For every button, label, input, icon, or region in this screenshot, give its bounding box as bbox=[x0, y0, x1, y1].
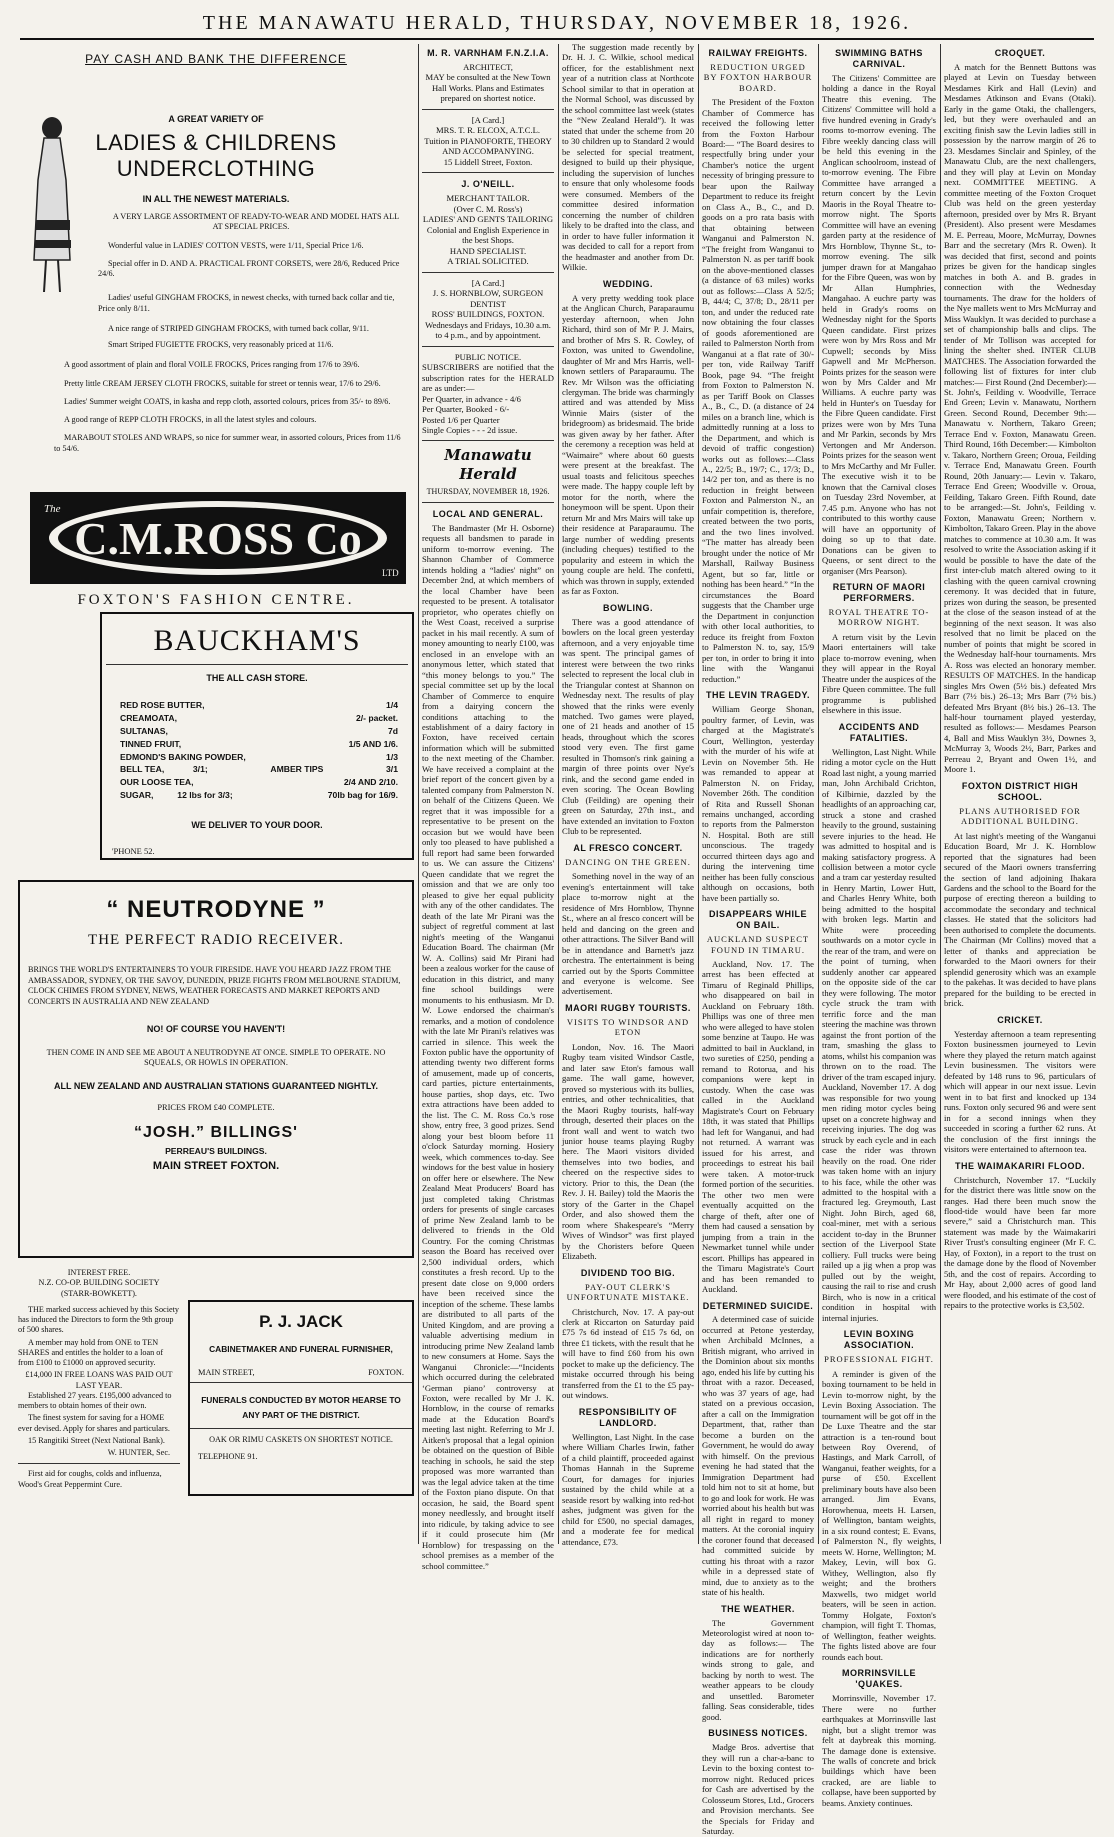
section-heading: FOXTON DISTRICT HIGH SCHOOL. bbox=[961, 780, 1079, 802]
ad-line: A good assortment of plain and floral VOILE FROCKS, Prices ranging from 17/6 to 39/6. bbox=[64, 360, 360, 370]
cm-ross-logo-graphic bbox=[30, 492, 406, 584]
society-text: A member may hold from ONE to TEN SHARES and entitles the holder to a loan of from £100 to £1000 on approved security. bbox=[18, 1337, 164, 1367]
society-text: 15 Rangitiki Street (Next National Bank). bbox=[28, 1435, 165, 1445]
ad-line: Smart Striped FUGIETTE FROCKS, very reasonably priced at 11/6. bbox=[108, 340, 334, 349]
section-subheading: VISITS TO WINDSOR AND ETON bbox=[566, 1016, 690, 1038]
fashion-centre: FOXTON'S FASHION CENTRE. bbox=[77, 592, 355, 608]
section-subheading: ROYAL THEATRE TO-MORROW NIGHT. bbox=[828, 607, 930, 628]
lady-figure-illustration bbox=[22, 110, 84, 300]
section-heading: MORRINSVILLE 'QUAKES. bbox=[841, 1668, 916, 1690]
price-item: TINNED FRUIT, bbox=[120, 738, 182, 749]
price-item: BELL TEA, 3/1; bbox=[120, 764, 208, 775]
ad-line: Wonderful value in LADIES' COTTON VESTS, were 1/11, Special Price 1/6. bbox=[108, 240, 364, 250]
price-row bbox=[120, 763, 398, 776]
divider bbox=[422, 346, 554, 347]
price-row bbox=[120, 776, 398, 789]
article-body: A very pretty wedding took place at the Anglican Church, Paraparaumu yesterday afternoon, when John Richard, third son of Mr P. J. Mairs, and brother of Mrs S. R. Cowley, of Foxton, was united to Gwendoline, daughter of Mr and Mrs Harris, well-known settlers of Paraparaumu. The Rev. Mr Wilson was the officiating clergyman. The bride was charmingly attired and was attended by Miss Winnie Mairs (sister of the bridegroom) as bridesmaid. The bride was given away by her father. After the ceremony a reception was held at “Waimaire” where about 60 guests were present at the breakfast. The usual toasts and felicitous speeches were made. The happy couple left by motor for the north, where the honeymoon will be spent. Upon their return Mr and Mrs Mairs will take up their residence at Paraparaumu. The large number of wedding presents (including cheques) testified to the popularity and esteem in which the young couple are held. The confetti, which was thrown in supply, extended as far as Foxton. bbox=[562, 292, 694, 597]
jack-phone: TELEPHONE 91. bbox=[198, 1452, 258, 1462]
article-body: Christchurch, November 17. “Luckily for the district there was little snow on the ranges. Had there been much snow the flood-tide would have been far more severe,” said a Christchurch man. This statement was made by the Waimakariri River Trust's consulting engineer (Mr F. C. Hay, of Foxton), in a report to the trust on the damage done by the flood of November 5th, and the cost of repairs. According to Mr Hay, about 2,000 acres of good land were flooded, and his estimate of the cost of repairs to the protective works is £3,502. bbox=[944, 1174, 1097, 1311]
price-item: RED ROSE BUTTER, bbox=[120, 700, 205, 710]
card-heading: PUBLIC NOTICE. bbox=[454, 351, 522, 362]
section-heading: THE WEATHER. bbox=[721, 1603, 795, 1614]
neutrodyne-subtitle: THE PERFECT RADIO RECEIVER. bbox=[88, 932, 344, 948]
price-mid: AMBER TIPS bbox=[270, 764, 324, 775]
bauckham-name: BAUCKHAM'S bbox=[153, 624, 361, 657]
column-4 bbox=[562, 42, 694, 1547]
card-heading: [A Card.] bbox=[471, 277, 505, 288]
card-text: MRS. T. R. ELCOX, A.T.C.L. Tuition in PIANOFORTE, THEORY AND ACCOMPANYING. 15 Liddell Street, Foxton. bbox=[424, 125, 552, 167]
section-heading: CRICKET. bbox=[997, 1014, 1043, 1025]
neutrodyne-body: BRINGS THE WORLD'S ENTERTAINERS TO YOUR FIRESIDE. HAVE YOU HEARD JAZZ FROM THE AMBASSADOR, SYDNEY, OR THE SAVOY, DUNEDIN, PRIZE FIGHTS FROM MELBOURNE STADIUM, CLOCK CHIMES FROM SYDNEY, NEWS, WEATHER FORECASTS AND MARKET REPORTS AND CONCERTS IN AUSTRALIA AND NEW ZEALAND bbox=[28, 965, 401, 1006]
article-body: William George Shonan, poultry farmer, of Levin, was charged at the Magistrate's Court, Wellington, yesterday with the murder of his wife at Levin on November 5th. He was remanded to appear at Palmerston N. on Friday, November 26th. The condition of Rita and Russell Shonan remains unchanged, according to reports from the Palmerston N. Hospital. Both are still unconscious. The tragedy occurred thirteen days ago and during the intervening time neither has been fully conscious although on occasions, both have been partially so. bbox=[702, 704, 814, 903]
price-value: 1/5 AND 1/6. bbox=[348, 738, 398, 749]
jack-trade: CABINETMAKER AND FUNERAL FURNISHER, bbox=[209, 1344, 393, 1354]
society-text: Established 27 years. £195,000 advanced to members to obtain homes of their own. bbox=[18, 1390, 172, 1410]
price-row bbox=[120, 712, 398, 725]
divider bbox=[422, 172, 554, 173]
ad-headline: LADIES & CHILDRENS UNDERCLOTHING bbox=[95, 130, 337, 181]
section-heading: SWIMMING BATHS CARNIVAL. bbox=[835, 48, 923, 69]
bauckham-price-list bbox=[120, 699, 398, 802]
divider bbox=[422, 109, 554, 110]
price-value: 70lb bag for 16/9. bbox=[327, 790, 398, 801]
price-item: OUR LOOSE TEA, bbox=[120, 777, 194, 788]
section-heading: DIVIDEND TOO BIG. bbox=[580, 1267, 676, 1278]
article-body: The suggestion made recently by Dr. H. J. C. Wilkie, school medical officer, for the establishment next year of a nutrition class at Northcote School similar to that in operation at the Normal School, was discussed by the school committee last week (states the “New Zealand Herald”). It was stated that under the scheme from 20 to 30 children up to Standard 2 would be selected for special treatment, designed to build up their physique, including the supervision of lunches to ensure that only wholesome foods were consumed. Members of the committee desired information concerning the number of children likely to be drafted into the class, and in order to have fuller information it was decided to call for a report from the headmaster and another from Dr. Wilkie. bbox=[562, 42, 694, 273]
section-heading: ACCIDENTS AND FATALITIES. bbox=[838, 721, 920, 743]
section-subheading: DANCING ON THE GREEN. bbox=[565, 856, 691, 867]
article-body: A determined case of suicide occurred at Petone yesterday, when Archibald McInnes, a British migrant, who arrived in the Dominion about six months ago, ended his life by cutting his throat with a razor. Deceased, who was 37 years of age, had stated on a previous occasion, after a call on the Immigration Department, that, rather than become a burden on the Government, he would do away with himself. On the previous evening he had stated that the Immigration Department had told him not to sit at home, but to go and look for work. He was worried about his health but was all right in regard to money matters. At the coronial inquiry the coroner found that deceased had committed suicide by cutting his throat with a razor while in a depressed state of mind, due to anxiety as to the state of his health. bbox=[702, 1314, 814, 1598]
jack-town: FOXTON. bbox=[368, 1368, 404, 1377]
article-body: Yesterday afternoon a team representing Foxton businessmen journeyed to Levin where they played the return match against Levin businessmen. The visitors were defeated by 148 runs to 96, particulars of which will appear in our next issue. Levin went in to bat first and knocked up 134 runs. Foxton only secured 96 and were sent in for a second innings when they succeeded in scoring a further 62 runs. At the conclusion of the first innings the visitors were entertained to afternoon tea. bbox=[944, 1028, 1096, 1155]
society-secretary: W. HUNTER, Sec. bbox=[107, 1448, 170, 1457]
section-heading: RETURN OF MAORI PERFORMERS. bbox=[832, 582, 926, 604]
section-heading: LEVIN BOXING ASSOCIATION. bbox=[843, 1329, 915, 1351]
jack-name: P. J. JACK bbox=[259, 1312, 343, 1331]
issue-date: THURSDAY, NOVEMBER 18, 1926. bbox=[426, 487, 550, 497]
newspaper-nameplate: Manawatu Herald bbox=[444, 446, 532, 483]
section-heading: WEDDING. bbox=[603, 278, 653, 289]
price-value: 7d bbox=[387, 725, 398, 736]
section-heading: AL FRESCO CONCERT. bbox=[573, 842, 683, 853]
column-rule bbox=[698, 44, 699, 1544]
card-text: ARCHITECT, MAY be consulted at the New Town Hall Works. Plans and Estimates prepared on shortest notice. bbox=[425, 61, 551, 104]
svg-text:LTD: LTD bbox=[382, 568, 399, 578]
divider bbox=[18, 1463, 180, 1464]
society-sub: (STARR-BOWKETT). bbox=[61, 1288, 137, 1298]
ad-lines-wide bbox=[54, 360, 404, 454]
jack-address bbox=[198, 1368, 404, 1377]
divider bbox=[106, 664, 408, 665]
article-body: A reminder is given of the boxing tournament to be held in Levin to-morrow night, by the Levin Boxing Association. The tournament will be got off in the De Luxe Theatre and the star attraction is a ten-round bout between Roy Overend, of Hastings, and Mark Carroll, of Wanganui, feather weights, for a purse of £50. Excellent preliminary bouts have also been arranged. Jim Evans, Horowhenua, meets H. Larsen, of Wellington, bantam weights, in a six round contest; E. Evans, of Palmerston N., fly weights, meets W. Horne, Wellington; M. Makey, Levin, will box G. Withey, Wellington, also fly weight; and the brothers Maxwells, two midget world beaters, will be seen in action. Tommy Holgate, Foxton's champion, will fight T. Thomas, of Wellington, feather weights. The fights listed above are four rounds each bout. bbox=[822, 1368, 936, 1662]
column-rule bbox=[418, 44, 419, 1544]
article-body: The Citizens' Committee are holding a dance in the Royal Theatre this evening. The Citizens' Committee will hold a five hundred evening in Grady's rooms to-morrow evening. The Fibre weekly dancing class will be held this evening in the Anglican schoolroom, instead of to-morrow evening. The Fibre Committee have arranged a return concert by the Levin Maoris in the Royal Theatre to-morrow night. The Sports Committee will have an evening garden party at the residence of Mrs Hornblow, Thynne St., to-morrow evening. The silk jumper drawn for at Mangahao for the Fibre Queen, was won by Mr Allan Humphries, Mangahao. A euchre party was held in Grady's rooms on Wednesday night for the Sports Queen candidate. First prizes were won by Mrs Ross and Mr Cupwell; seconds by Miss Gapwell and Mr McPherson. Points prizes for the season were won by Mrs Calder and Mr Williams. A euchre party was held in Hunter's on Tuesday for the Fibre Queen candidate. First prizes were won by Mrs Tuna and Mr Parkin, seconds by Mrs Vertongen and Mr Anderson. Points prizes for the season went to Mrs McCarthy and Mr Fuller. The executive wish it to be known that the Carnival closes on Tuesday 23rd November, at 7.45 p.m. Anyone who has not contributed to this worthy cause will have an opportunity of doing so up to that date. Donations can be given to Queens, or sent direct to the organiser (Mrs Pearson). bbox=[822, 72, 936, 576]
article-body: Christchurch, Nov. 17. A pay-out clerk at Riccarton on Saturday paid £75 7s 6d instead of £15 7s 6d, on three £1 tickets, with the result that he will have to find £60 from his own pocket to make up the deficiency. The mistake occurred through his being transferred from the £1 to the £5 pay-out windows. bbox=[562, 1306, 694, 1401]
society-name: N.Z. CO-OP. BUILDING SOCIETY bbox=[38, 1278, 160, 1288]
price-value: 1/3 bbox=[386, 751, 398, 762]
jack-street: MAIN STREET, bbox=[198, 1368, 255, 1377]
divider bbox=[190, 1382, 412, 1383]
price-row bbox=[120, 751, 398, 764]
bauckham-phone: 'PHONE 52. bbox=[112, 846, 155, 857]
article-body: Auckland, Nov. 17. The arrest has been effected at Timaru of Reginald Phillips, who disappeared on bail in Auckland on February 18th. Phillips was one of three men who were alleged to have stolen some benzine at Taupo. He was admitted to bail in Auckland, in two sureties of £250, pending a remand to Rotorua, and his companions were kept in custody. When the case was called in the Auckland Magistrate's Court on February 18th, it was stated that Phillips had left for Wanganui, and had not returned. A warrant was issued for his arrest, and proceedings to estreat his bail were taken. A motor-truck formed portion of the securities. The other two men were eventually acquitted on the charge of theft, after one of them had caused a sensation by jumping from a train in the Newmarket tunnel while under escort. Phillips has appeared in the Timaru Magistrate's Court and has been remanded to Auckland. bbox=[702, 959, 814, 1295]
article-body: London, Nov. 16. The Maori Rugby team visited Windsor Castle, and later saw Eton's famous wall game. The wall game, however, proved so mysterious with its bullies, entries, and other technicalities, that the Maori Rugby tourists, half-way through, deserted their places on the front wall and went to watch two junior house teams playing Rugby here. The Maori visitors divided themselves into two bodies, and cheered on the respective sides to victory. Prior to this, the Dean (the Rev. J. H. Bailey) told the Maoris the story of the Garter in the Chapel Order, and also showed them the room where Shakespeare's “Merry Wives of Windsor” was first played by the Choristers before Queen Elizabeth. bbox=[562, 1041, 694, 1262]
article-body: Madge Bros. advertise that they will run a char-a-banc to Levin to the boxing contest to-morrow night. Reduced prices for Cash are advertised by the Colosseum Stores, Ltd., Grocers and Provision merchants. See the Specials for Friday and Saturday. bbox=[702, 1742, 814, 1837]
column-5 bbox=[702, 42, 814, 1837]
divider bbox=[422, 440, 554, 441]
price-row bbox=[120, 699, 398, 712]
section-heading: DISAPPEARS WHILE ON BAIL. bbox=[708, 909, 807, 931]
ad-materials: IN ALL THE NEWEST MATERIALS. bbox=[142, 194, 290, 204]
card-heading: M. R. VARNHAM F.N.Z.I.A. bbox=[427, 48, 549, 58]
section-heading: RESPONSIBILITY OF LANDLORD. bbox=[578, 1406, 678, 1428]
section-heading: BUSINESS NOTICES. bbox=[708, 1728, 808, 1739]
svg-text:The: The bbox=[44, 503, 61, 515]
section-heading: MAORI RUGBY TOURISTS. bbox=[565, 1002, 691, 1013]
column-6 bbox=[822, 42, 936, 1808]
article-body: The President of the Foxton Chamber of Commerce has received the following letter from the Foxton Harbour Board:— “The Board desires to respectfully bring under your Chamber's notice the urgent necessity of bringing pressure to bear upon the Railway Department to reduce its freight on Class A., B., C., and D. goods on a pro rata basis with that obtaining between Wanganui and Palmerston N. “The freight from Wanganui to Palmerston N. as per tariff book on the above-mentioned classes (a distance of 63 miles) works out as follows:—Class A 52/5; B, 44/4; C, 37/8; D., 28/11 per ton, and under the reduced rate now obtaining the four classes of goods aforementioned are railed to Palmerston North from Wanganui at a flat rate of 30/- per ton, vide Railway Tariff Book, page 94. “The freight from Foxton to Palmerston N. as per Tariff Book on Classes A., B., C., D. (a distance of 24 miles on a branch line, which is admittedly running at a loss to the Department, and which is devoid of traffic congestion) works out as follows:—Class A., 22/5; B., 19/7; C., 17/3; D., 14/2 per ton, and as there is no reduction in freight between Foxton and Palmerston N., an unfair competition is, therefore, created between the two ports, and the two lines involved. “The matter has already been brought under the notice of Mr Marshall, Railway Business Agent, but so far, little or nothing has been heard.” “In the circumstances the Board suggests that the Chamber urge the Department in conjunction with other local authorities, to reduce its freight from Foxton to Palmerston N. to, say, 15/9 per ton, in order to bring it into line with the Wanganui reduction.” bbox=[702, 97, 814, 684]
society-interest: INTEREST FREE. bbox=[67, 1268, 131, 1277]
neutrodyne-street: MAIN STREET FOXTON. bbox=[152, 1159, 280, 1172]
article-body: There was a good attendance of bowlers on the local green yesterday afternoon, and a very enjoyable time was spent. The principal games of interest were between the two rinks selected to represent the local club in the Triangular contest at Shannon on Wednesday next. The results of play showed that the rinks were evenly matched. Two games were played, one of 21 heads and another of 15 heads, throughout which the scores stood very even. The first game resulted in Thomson's rink gaining a margin of three points over Nye's rink, and the second game ended in even scoring. The Ocean Bowling Club (Feilding) are opening their green on Saturday, 27th inst., and have extended an invitation to Foxton Club to be represented. bbox=[562, 616, 694, 837]
article-body: A match for the Bennett Buttons was played at Levin on Tuesday between Mesdames Kirk and Hall (Levin) and Mesdames Atkinson and Evans (Otaki). Early in the game Otaki, the challengers, led, but they were overhauled and an exciting finish saw the Levin ladies still in possession by the narrow margin of 26 to 23. Mesdames Sinclair and Spinley, of the Manawatu Club, are the next challengers, and they will play at Levin on Monday next. COMMITTEE MEETING. A committee meeting of the Foxton Croquet Club was held on the green yesterday afternoon, presided over by Mrs R. Bryant (President). Also present were Mesdames M. E. Perreau, Moore, McMurray, Downes Barr and the secretary (Mrs R. Owen). It was decided that first, second and points prizes be given for the handicap singles matches in both A. and B. grades in connection with the Wednesday tournaments. The draw for the holders of the Nye mallets went to Mrs McMurray and Miss Wauklyn. It was decided to purchase a set of championship balls and clips. The tender of Mr Tollison was accepted for lining the shelter shed. INTER CLUB MATCHES. The Association forwarded the following list of fixtures for inter club matches:— First Round (2nd December):— St. John's, Feilding v. Woodville, Terrace End Green; Levin v. Manawatu, Northern Green. Second Round, December 9th:— Manawatu v. Northern, Takaro Green; Terrace End v. Foxton, Manawatu Green. Third Round, 16th December:— Kimbolton v. Takaro, Northern Green; Oroua, Feilding v. Terrace End, Manawatu Green. Fourth Round, 20th January:— Levin v. Takaro, Terrace End Green; Woodville v. Oroua, Feilding, Takaro Green. Fifth Round, date to be arranged:—St. John's, Feilding v. Foxton, Manawatu Green; Northern v. Kimbolton, Takaro Green. Play in the above matches to commence at 10.30 a.m. It was resolved to write the Association asking if it would be possible to have the date of the first inter-club match altered owing to it clashing with the queen carnival crowning ceremony. It was decided that in future, prizes won during the season, be presented at the close of the season instead of at the beginning of the next season. It was also resolved that no limit be placed on the number of points that might be scored in the Wednesday half-hour tournaments. Mrs A. Ross was elected an honorary member. RESULTS OF MATCHES. In the handicap singles Mrs Owen (5½ bis.) defeated Mrs Barr (7½ bis.) 26–13; Mrs Barr (7½ bis.) defeated Mrs Bryant (8½ bis.) 26–13. The half-hour tournament played yesterday, resulted as follows:— Mesdames Pearson 4, Ball and Miss Wauklyn 3½, Downes 3, McMurray 3, Woods 2½, Barr, Parkes and Perreau 2, Bryant and Owen 1½, and Moore 1. bbox=[944, 61, 1096, 775]
column-rule bbox=[940, 44, 941, 1544]
jack-funerals: FUNERALS CONDUCTED BY MOTOR HEARSE TO ANY PART OF THE DISTRICT. bbox=[201, 1395, 401, 1421]
price-value: 3/1 bbox=[386, 764, 398, 775]
article-body: The Government Meteorologist wired at noon to-day as follows:— The indications are for northerly winds strong to gale, and backing by north to west. The weather appears to be cloudy and unsettled. Barometer falling. Seas considerable, tides good. bbox=[702, 1617, 814, 1722]
bauckham-store: THE ALL CASH STORE. bbox=[206, 673, 308, 683]
card-heading: [A Card.] bbox=[471, 114, 505, 125]
divider bbox=[422, 272, 554, 273]
ad-line: MARABOUT STOLES AND WRAPS, so nice for summer wear, in assorted colours, Prices from 11/6 to 54/6. bbox=[54, 433, 401, 453]
neutrodyne-come: THEN COME IN AND SEE ME ABOUT A NEUTRODYNE AT ONCE. SIMPLE TO OPERATE. NO SQUEALS, OR HOWLS IN OPERATION. bbox=[46, 1047, 386, 1068]
svg-text:C.M.ROSS Co: C.M.ROSS Co bbox=[74, 513, 362, 564]
ad-line: A nice range of STRIPED GINGHAM FROCKS, with turned back collar, 9/11. bbox=[108, 323, 369, 333]
neutrodyne-no: NO! OF COURSE YOU HAVEN'T! bbox=[146, 1023, 286, 1034]
price-value: 1/4 bbox=[386, 700, 398, 710]
card-text: MERCHANT TAILOR. (Over C. M. Ross's) LADIES' AND GENTS TAILORING Colonial and English Experience in the best Shops. HAND SPECIALIST. A TRIAL SOLICITED. bbox=[422, 193, 554, 267]
newspaper-title: THE MANAWATU HERALD, THURSDAY, NOVEMBER 18, 1926. bbox=[202, 12, 912, 34]
neutrodyne-building: PERREAU'S BUILDINGS. bbox=[165, 1145, 267, 1156]
bauckham-deliver: WE DELIVER TO YOUR DOOR. bbox=[191, 820, 323, 831]
neutrodyne-title: “ NEUTRODYNE ” bbox=[106, 896, 326, 923]
neutrodyne-stations: ALL NEW ZEALAND AND AUSTRALIAN STATIONS GUARANTEED NIGHTLY. bbox=[54, 1080, 378, 1091]
ad-line: Pretty little CREAM JERSEY CLOTH FROCKS, suitable for street or tennis wear, 17/6 to 29/6. bbox=[64, 378, 381, 388]
column-7 bbox=[944, 42, 1096, 1542]
ad-neutrodyne bbox=[18, 880, 414, 1258]
divider bbox=[422, 502, 554, 503]
ad-building-society bbox=[18, 1268, 180, 1528]
article-body: A return visit by the Levin Maori entertainers will take place to-morrow evening, when they will appear in the Royal Theatre under the auspices of the Fibre Queen committee. The full programme is published elsewhere in this issue. bbox=[822, 631, 936, 716]
price-item: SULTANAS, bbox=[120, 725, 168, 736]
section-subheading: AUCKLAND SUSPECT FOUND IN TIMARU. bbox=[706, 934, 810, 955]
article-body: Morrinsville, November 17. There were no further earthquakes at Morrinsville last night, but a slight tremor was felt at daybreak this morning. The damage done is extensive. The walls of concrete and brick buildings which have been cracked, are are liable to collapse, have been supported by beams. Anxiety continues. bbox=[822, 1693, 936, 1808]
article-body: Wellington, Last Night. While riding a motor cycle on the Hutt Road last night, a young married man, John Archibald Crichton, of Kilbirnie, dazzled by the headlights of an approaching car, struck a stone and crashed heavily to the ground, sustaining severe injuries to the head. He was admitted to hospital and is making satisfactory progress. A collision between a motor cycle and a tram car yesterday resulted in Henry Martin, Lower Hutt, and Charles Henry White, both being admitted to the hospital with broken legs. Martin and White were proceeding southwards on a motor cycle in the rear of the tram, and were on the point of turning, when suddenly another car appeared on the opposite side of the car they were following. The motor cycle struck the tram with terrific force and the man steering the machine was thrown against the front portion of the tram, smashing the glass to atoms, whilst his companion was thrown on to the road. The driver of the tram escaped injury. Auckland, November 17. A dog was responsible for two young men riding motor cycles being upset on a concrete highway and receiving injuries. The dog was struck by each cycle and in each case the rider was thrown heavily on the road. One rider was taken home with an injury to his face, while the other was admitted to the hospital with a fractured leg. Greymouth, Last Night. John Birch, aged 68, coal-miner, met with a serious accident to-day in the Brunner section of the Liverpool State colliery. Full trucks were being railed up a jig when a prop was pulled out by the weight, causing the rail to rise and crush Birch, who is now in a critical condition in hospital with internal injuries. bbox=[822, 746, 936, 1323]
card-heading: J. O'NEILL. bbox=[461, 179, 515, 190]
price-row bbox=[120, 738, 398, 751]
ad-great-variety: A GREAT VARIETY OF bbox=[168, 114, 264, 124]
price-value: 2/4 AND 2/10. bbox=[343, 777, 398, 788]
ad-line: A good range of REPP CLOTH FROCKS, in all the latest styles and colours. bbox=[64, 415, 317, 424]
article-body: Wellington, Last Night. In the case where William Charles Irwin, father of a child plaintiff, proceeded against Thomas Hannah in the Supreme Court, for damages for injuries sustained by the child while at a seaside resort by walking into red-hot ashes, judgment was given for the child for £500, no special damages, and a moderate fee for medical attendance, £73. bbox=[562, 1431, 694, 1547]
ad-line: Ladies' Summer weight COATS, in kasha and repp cloth, assorted colours, prices from 35/- to 89/6. bbox=[64, 396, 391, 406]
section-heading: DETERMINED SUICIDE. bbox=[702, 1300, 814, 1311]
ad-line: A VERY LARGE ASSORTMENT OF READY-TO-WEAR AND MODEL HATS ALL AT SPECIAL PRICES. bbox=[112, 212, 400, 232]
neutrodyne-josh: “JOSH.” BILLINGS' bbox=[134, 1123, 298, 1141]
jack-caskets: OAK OR RIMU CASKETS ON SHORTEST NOTICE. bbox=[209, 1435, 393, 1445]
article-body: At last night's meeting of the Wanganui Education Board, Mr J. K. Hornblow reported that the signatures had been secured of the Maori owners transferring the section of land adjoining Ihakara Gardens and the school to the Board for the purpose of erecting thereon a building to accommodate the secondary and technical classes. He stated that the solicitors had been authorised to complete the documents. The Chairman (Mr Collins) moved that a letter of thanks and appreciation be forwarded to the Maori owners for their splendid generosity which was an example to the pakehas. It was decided to have plans prepared for the building to be erected in brick. bbox=[944, 830, 1096, 1009]
neutrodyne-prices: PRICES FROM £40 COMPLETE. bbox=[157, 1102, 275, 1112]
price-item: CREAMOATA, bbox=[120, 712, 177, 723]
ad-bauckhams bbox=[100, 612, 414, 860]
divider bbox=[190, 1428, 412, 1429]
section-subheading: PLANS AUTHORISED FOR ADDITIONAL BUILDING. bbox=[959, 805, 1081, 827]
price-item: SUGAR, 12 lbs for 3/3; bbox=[120, 790, 233, 801]
ad-banner: PAY CASH AND BANK THE DIFFERENCE bbox=[85, 52, 347, 66]
section-subheading: PAY-OUT CLERK'S UNFORTUNATE MISTAKE. bbox=[566, 1281, 690, 1303]
society-text: The finest system for saving for a HOME ever devised. Apply for shares and particulars. bbox=[18, 1413, 170, 1433]
column-3 bbox=[422, 42, 554, 1571]
column-rule bbox=[818, 44, 819, 1544]
card-text: J. S. HORNBLOW, SURGEON DENTIST ROSS' BUILDINGS, FOXTON. Wednesdays and Fridays, 10.30 a.m. to 4 p.m., and by appointment. bbox=[425, 288, 551, 341]
column-rule bbox=[558, 44, 559, 1544]
article-body: The Bandmaster (Mr H. Osborne) requests all bandsmen to parade in uniform to-morrow evening. The Shannon Chamber of Commerce intends holding a “ladies' night” on December 2nd, at which members of the local Chamber have been requested to be present. A totalisator proprietor, who operates chiefly on the West Coast, received a surprise packet in his mail recently. A sum of money amounting to nearly £100, was enclosed in an envelope with an anonymous letter, which stated that “this money belongs to you.” The special committee set up by the local Chamber of Commerce to enquire from a dairying concern the conditions attaching to the establishment of a dairy factory in Foxton, have received certain information which will be submitted to the next meeting of the Chamber. We have received a complaint at the brief report of the concert given by a talented company from Palmerston N. on behalf of the Citizens Queen. We regret that it was impossible for a representative to be present on the occasion but we would have been only too pleased to have published a full report had same been forwarded to us. We can assure the Citizens' Queen candidate that we regret the omission and that we are only too pleased to give her equal publicity with any of the other candidates. The death of the late Mr Pirani was the subject of regretful comment at last night's meeting of the Wanganui Education Board. The chairman (Mr W. A. Collins) said Mr Pirani had been a zealous worker for the cause of education in this district, and many fine school buildings were monuments to his enthusiasm. Mr D. W. Lowe endorsed the chairman's remarks, and a motion of condolence with the late Mr Pirani's relatives was carried in silence. This week the Foxton public have the opportunity of attending twenty two different forms of amusement, made up of concerts, card parties, picture entertainments, house parties, shop days, etc. Two extra attractions have been added to the list. The C. M. Ross Co.'s rose show, entry free, 3 good prizes. Send along your best bloom before 11 o'clock Saturday morning. Hosiery week, which commences to-day. See windows for the best value in hosiery on offer here or elsewhere. The New Zealand Meat Producers' Board has just completed taking Christmas orders for presents of single carcases of prime New Zealand lamb to be delivered to friends in the Old Country. For the coming Christmas season the Board has received over 2,500 individual orders, which constitutes a fresh record. Up to the present date close on 9,000 orders have been received since the inception of the scheme. These lambs are distributed to all parts of the United Kingdom, and are proving a valuable advertising medium in introducing prime New Zealand lamb to new consumers at Home. Says the Wanganui Chronicle:—“Incidents which occurred during the celebrated ‘German piano’ controversy at Foxton, were recalled by Mr J. K. Hornblow, in the course of remarks made at the Education Board's meeting last night. Referring to Mr J. Aitken's proposal that a legal opinion be obtained on the question of Bible teaching in schools, he said the step proposed was more warranted than was the legal advice taken at the time of the Foxton piano dispute. On that occasion, he said, the Board spent money needlessly, and brought itself into ridicule, by taking advice to see if it could prosecute him (Mr Hornblow) for trespassing on the school premises as a member of the school committee.” bbox=[422, 522, 554, 1571]
section-subheading: REDUCTION URGED BY FOXTON HARBOUR BOARD. bbox=[703, 61, 813, 93]
article-body: Something novel in the way of an evening's entertainment will take place to-morrow night at the residence of Mrs Hornblow, Thynne St., where an al fresco concert will be held and dancing on the green and other attractions. The Silver Band will be in attendance and Barnett's jazz orchestra. The entertainment is being carried out by the Sports Committee and everyone is welcome. See advertisement. bbox=[562, 871, 694, 997]
cm-ross-logo bbox=[30, 492, 406, 584]
masthead-rule bbox=[20, 38, 1094, 40]
card-text: SUBSCRIBERS are notified that the subscription rates for the HERALD are as under:— Per Quarter, in advance - 4/6 Per Quarter, Booked - 6/- Posted 1/6 per Quarter Single Copies - - - 2d issue. bbox=[422, 362, 554, 435]
ad-line: Ladies' useful GINGHAM FROCKS, in newest checks, with turned back collar and tie, Price only 8/11. bbox=[98, 293, 395, 313]
price-row bbox=[120, 725, 398, 738]
ad-lines bbox=[98, 212, 404, 350]
price-row bbox=[120, 789, 398, 802]
masthead bbox=[0, 0, 1114, 40]
society-text: THE marked success achieved by this Society has induced the Directors to form the 9th group of 500 shares. bbox=[18, 1304, 179, 1335]
price-value: 2/- packet. bbox=[355, 712, 398, 723]
ad-line: Special offer in D. AND A. PRACTICAL FRONT CORSETS, were 28/6, Reduced Price 24/6. bbox=[98, 258, 400, 278]
section-heading: LOCAL AND GENERAL. bbox=[432, 508, 544, 519]
ad-pj-jack bbox=[188, 1300, 414, 1496]
price-item: EDMOND'S BAKING POWDER, bbox=[120, 751, 246, 762]
section-subheading: PROFESSIONAL FIGHT. bbox=[824, 1354, 934, 1365]
section-heading: RAILWAY FREIGHTS. bbox=[708, 48, 808, 58]
section-heading: THE WAIMAKARIRI FLOOD. bbox=[955, 1160, 1085, 1171]
section-heading: THE LEVIN TRAGEDY. bbox=[705, 690, 810, 701]
society-cure: First aid for coughs, colds and influenza, Wood's Great Peppermint Cure. bbox=[18, 1469, 162, 1489]
section-heading: CROQUET. bbox=[994, 48, 1046, 58]
section-heading: BOWLING. bbox=[603, 602, 653, 613]
society-text: £14,000 IN FREE LOANS WAS PAID OUT LAST YEAR. bbox=[25, 1370, 173, 1390]
